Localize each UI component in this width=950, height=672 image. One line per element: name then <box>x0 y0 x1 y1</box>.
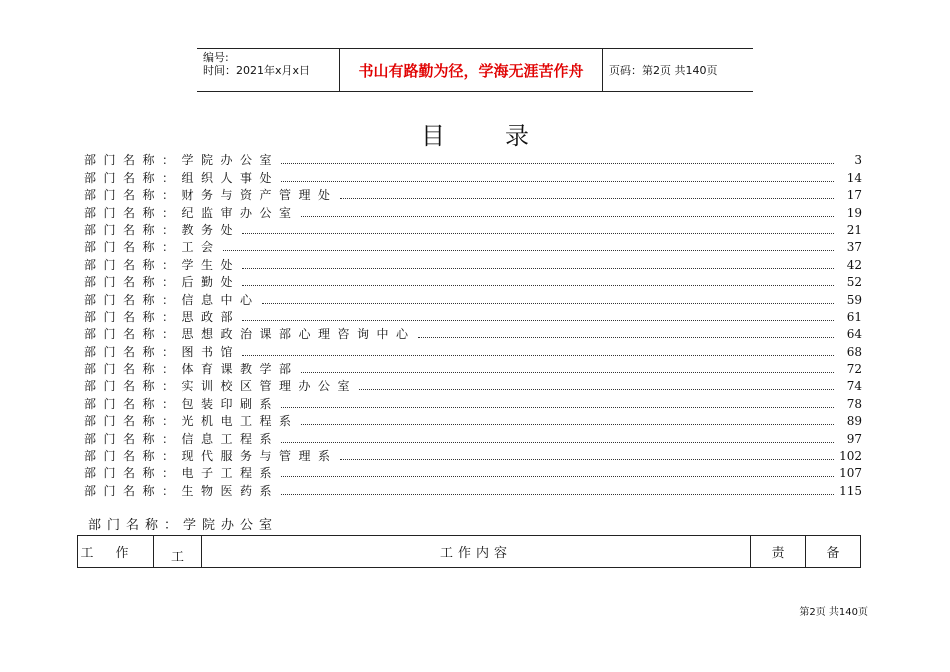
toc-entry[interactable] <box>84 220 862 237</box>
toc-leader-dots <box>242 267 834 269</box>
toc-entry-label: 部门名称：光机电工程系 <box>84 414 299 429</box>
toc-leader-dots <box>359 388 834 390</box>
toc-leader-dots <box>281 406 834 408</box>
toc-entry[interactable] <box>84 446 862 463</box>
duty-table-header <box>77 535 861 568</box>
toc-entry-page: 61 <box>846 309 862 324</box>
table-col-work: 工作 <box>78 536 154 567</box>
header-motto: 书山有路勤为径，学海无涯苦作舟 <box>339 49 603 91</box>
toc-entry-label: 部门名称：信息中心 <box>84 292 260 307</box>
toc-entry-label: 部门名称：学生处 <box>84 257 241 272</box>
toc-entry-page: 14 <box>846 170 862 185</box>
toc-leader-dots <box>281 180 834 182</box>
toc-entry[interactable] <box>84 428 862 445</box>
toc-leader-dots <box>340 197 834 199</box>
toc-entry-label: 部门名称：体育课教学部 <box>84 362 299 377</box>
toc-entry[interactable] <box>84 254 862 271</box>
toc-entry-label: 部门名称：实训校区管理办公室 <box>84 379 358 394</box>
toc-entry[interactable] <box>84 393 862 410</box>
toc-leader-dots <box>418 336 834 338</box>
toc-leader-dots <box>301 371 834 373</box>
toc-entry-label: 部门名称：信息工程系 <box>84 431 280 446</box>
toc-leader-dots <box>242 319 834 321</box>
toc-entry[interactable] <box>84 359 862 376</box>
toc-entry[interactable] <box>84 463 862 480</box>
table-col-remarks: 备 <box>826 546 840 561</box>
page-footer: 第2页 共140页 <box>799 607 868 618</box>
toc-entry-label: 部门名称：生物医药系 <box>84 483 280 498</box>
toc-entry[interactable] <box>84 411 862 428</box>
toc-entry-label: 部门名称：纪监审办公室 <box>84 205 299 220</box>
toc-entry-page: 97 <box>846 431 862 446</box>
toc-entry-page: 107 <box>839 466 862 481</box>
toc-entry[interactable] <box>84 237 862 254</box>
toc-entry-page: 115 <box>839 483 862 498</box>
toc-entry-label: 部门名称：电子工程系 <box>84 466 280 481</box>
section-heading: 部门名称：学院办公室 <box>88 518 279 533</box>
toc-entry-page: 42 <box>846 257 862 272</box>
toc-entry[interactable] <box>84 289 862 306</box>
toc-entry[interactable] <box>84 480 862 497</box>
toc-leader-dots <box>281 441 834 443</box>
toc-entry-page: 89 <box>846 414 862 429</box>
toc-entry-label: 部门名称：包装印刷系 <box>84 396 280 411</box>
time-label: 时间：2021年x月x日 <box>203 64 311 77</box>
toc-entry[interactable] <box>84 167 862 184</box>
number-label: 编号: <box>203 51 229 64</box>
page-header <box>197 48 753 92</box>
toc-leader-dots <box>281 493 834 495</box>
toc-entry-label: 部门名称：现代服务与管理系 <box>84 449 338 464</box>
toc-entry-page: 68 <box>846 344 862 359</box>
toc-entry[interactable] <box>84 324 862 341</box>
toc-leader-dots <box>262 302 834 304</box>
toc-entry-page: 52 <box>846 275 862 290</box>
toc-entry-label: 部门名称：教务处 <box>84 222 241 237</box>
toc-entry-page: 102 <box>839 449 862 464</box>
table-col-content: 工作内容 <box>202 536 751 567</box>
toc-leader-dots <box>281 162 834 164</box>
toc-entry[interactable] <box>84 202 862 219</box>
toc-entry[interactable] <box>84 376 862 393</box>
toc-title: 目录 <box>421 122 589 150</box>
table-col-work-short: 工 <box>154 536 202 567</box>
toc-entry[interactable] <box>84 185 862 202</box>
toc-entry-label: 部门名称：后勤处 <box>84 275 241 290</box>
toc-leader-dots <box>242 354 834 356</box>
toc-entry-label: 部门名称：思想政治课部心理咨询中心 <box>84 327 416 342</box>
toc-entry-page: 74 <box>846 379 862 394</box>
table-of-contents <box>84 150 862 498</box>
header-page-info: 页码：第2页 共140页 <box>609 64 718 77</box>
toc-entry-page: 59 <box>846 292 862 307</box>
toc-entry-label: 部门名称：工会 <box>84 240 221 255</box>
toc-leader-dots <box>340 458 834 460</box>
toc-entry-page: 21 <box>846 222 862 237</box>
toc-entry-label: 部门名称：思政部 <box>84 309 241 324</box>
toc-entry-page: 64 <box>846 327 862 342</box>
table-col-responsibility: 责 <box>751 536 806 567</box>
toc-entry-page: 3 <box>854 153 862 168</box>
toc-entry-page: 78 <box>846 396 862 411</box>
toc-entry-label: 部门名称：图书馆 <box>84 344 241 359</box>
toc-leader-dots <box>301 215 834 217</box>
toc-leader-dots <box>242 232 834 234</box>
toc-entry-page: 17 <box>846 188 862 203</box>
toc-leader-dots <box>242 284 834 286</box>
toc-entry[interactable] <box>84 272 862 289</box>
toc-entry-label: 部门名称：财务与资产管理处 <box>84 188 338 203</box>
toc-entry-page: 72 <box>846 362 862 377</box>
toc-leader-dots <box>281 475 834 477</box>
toc-leader-dots <box>223 249 834 251</box>
toc-entry-page: 37 <box>846 240 862 255</box>
toc-entry-label: 部门名称：学院办公室 <box>84 153 280 168</box>
toc-entry-label: 部门名称：组织人事处 <box>84 170 280 185</box>
header-meta <box>197 49 339 91</box>
toc-leader-dots <box>301 423 834 425</box>
toc-entry[interactable] <box>84 307 862 324</box>
toc-entry-page: 19 <box>846 205 862 220</box>
toc-entry[interactable] <box>84 150 862 167</box>
toc-entry[interactable] <box>84 341 862 358</box>
